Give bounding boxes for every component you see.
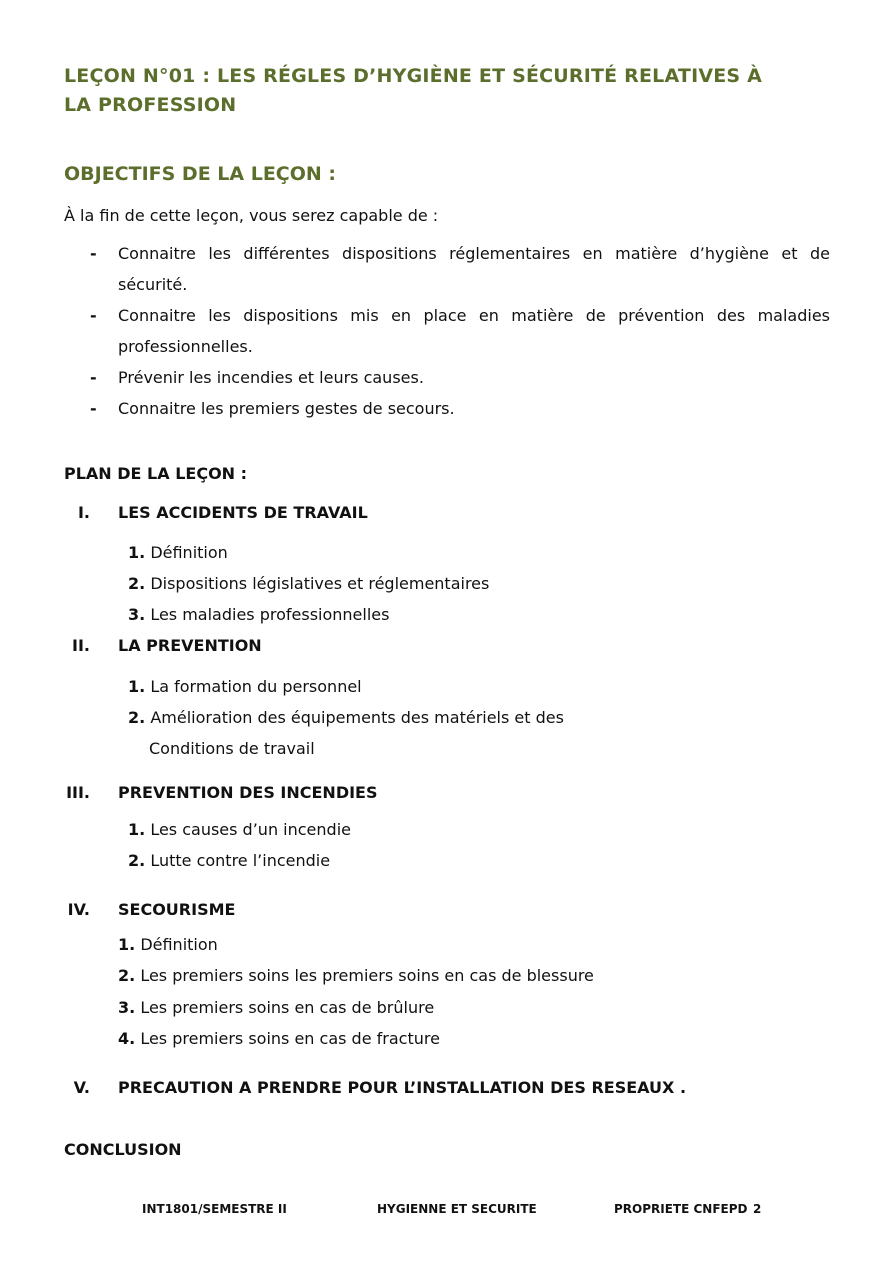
conclusion-heading: CONCLUSION [64,1140,182,1159]
objective-item: - Connaitre les dispositions mis en place en matière de prévention des maladies professionnelles. [64,300,830,362]
plan-subitem: 1. Définition [128,543,228,562]
plan-subitem: 2. Lutte contre l’incendie [128,851,331,870]
plan-heading: PLAN DE LA LEÇON : [64,464,248,483]
objectives-list [64,238,830,424]
plan-subitem: 3. Les premiers soins en cas de brûlure [118,998,435,1017]
section-number: II. [72,636,90,655]
plan-subitem: 1. Les causes d’un incendie [128,820,351,839]
plan-subitem: 2. Les premiers soins les premiers soins en cas de blessure [118,966,594,985]
section-number: V. [73,1078,90,1097]
section-label: LA PREVENTION [118,636,262,655]
objective-item: - Prévenir les incendies et leurs causes. [64,362,830,393]
footer-subject: HYGIENNE ET SECURITE [377,1202,537,1216]
plan-subitem: 2. Dispositions législatives et réglementaires [128,574,490,593]
section-number: I. [77,503,90,522]
page-number: 2 [753,1202,762,1216]
section-label: PRECAUTION A PRENDRE POUR L’INSTALLATION DES RESEAUX . [118,1078,687,1097]
plan-subitem-continuation: Conditions de travail [149,739,315,758]
plan-subitem: 2. Amélioration des équipements des matériels et des [128,708,564,727]
plan-subitem: 1. La formation du personnel [128,677,362,696]
section-label: PREVENTION DES INCENDIES [118,783,378,802]
section-number: III. [66,783,90,802]
section-label: SECOURISME [118,900,236,919]
footer-course-code: INT1801/SEMESTRE II [142,1202,287,1216]
objectives-heading: OBJECTIFS DE LA LEÇON : [64,163,337,185]
footer-owner: PROPRIETE CNFEPD [614,1202,748,1216]
section-label: LES ACCIDENTS DE TRAVAIL [118,503,368,522]
objectives-intro: À la fin de cette leçon, vous serez capable de : [64,206,439,225]
section-number: IV. [67,900,90,919]
plan-subitem: 4. Les premiers soins en cas de fracture [118,1029,440,1048]
plan-subitem: 1. Définition [118,935,218,954]
plan-subitem: 3. Les maladies professionnelles [128,605,390,624]
objective-item: - Connaitre les premiers gestes de secours. [64,393,830,424]
lesson-title: LEÇON N°01 : LES RÉGLES D’HYGIÈNE ET SÉCURITÉ RELATIVES À LA PROFESSION [64,65,763,116]
objective-item: - Connaitre les différentes dispositions réglementaires en matière d’hygiène et de sécurité. [64,238,830,300]
